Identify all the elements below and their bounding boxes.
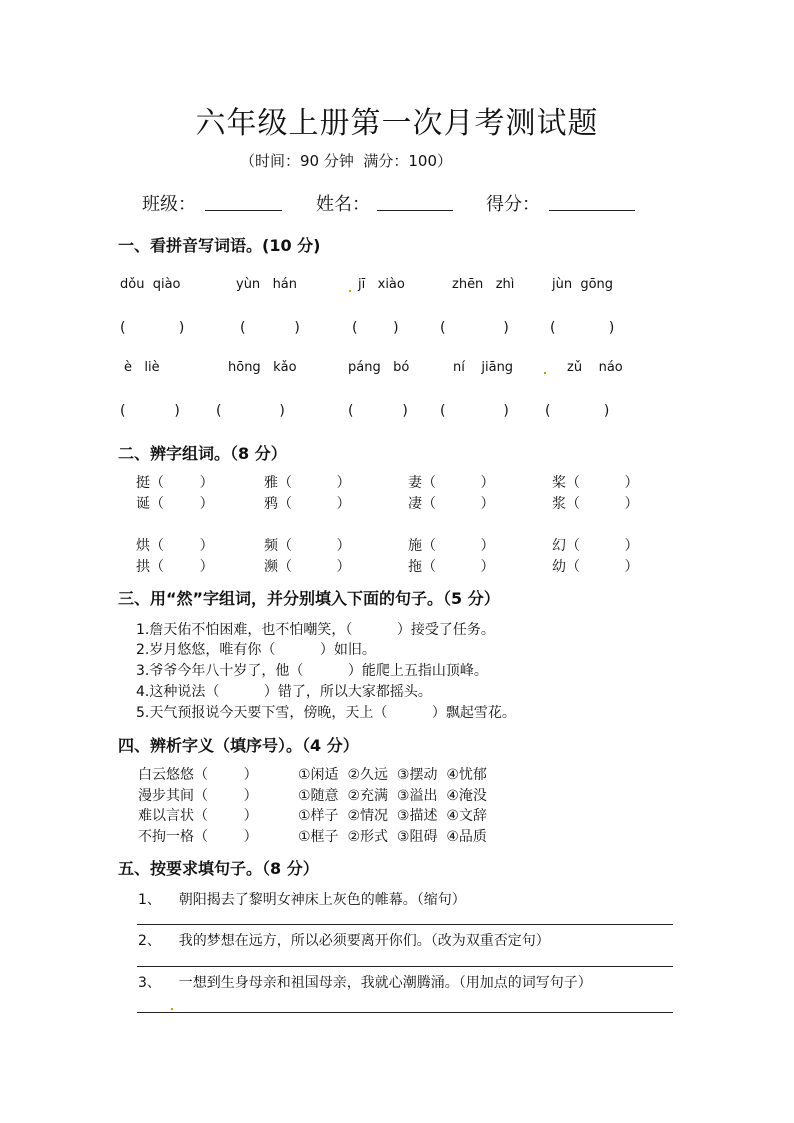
word-group-item: 雅（ ） [264,475,351,491]
word-group-item: 凄（ ） [408,496,495,512]
pinyin-item: dǒu qiào [120,277,181,292]
word-group-item: 诞（ ） [136,496,214,512]
section3-heading: 三、用“然”字组词，并分别填入下面的句子。（5 分） [118,589,500,608]
pinyin-item: yùn hán [236,277,298,292]
answer-blank[interactable]: ( ) [348,403,408,419]
word-group-item: 妻（ ） [408,475,495,491]
answer-blank[interactable]: ( ) [216,403,285,419]
word-group-item: 烘（ ） [136,538,214,554]
score-label: 得分： [486,194,540,215]
word-group-item: 挺（ ） [136,475,214,491]
answer-blank[interactable]: ( ) [440,403,509,419]
exam-info: （时间：90 分钟 满分：100） [240,152,453,170]
answer-blank[interactable]: ( ) [120,320,185,336]
fill-sentence: 2.岁月悠悠，唯有你（ ）如旧。 [136,642,376,658]
answer-line[interactable] [137,1012,673,1013]
answer-blank[interactable]: ( ) [240,320,300,336]
meaning-options: ①闲适 ②久远 ③摆动 ④忧郁 [298,767,487,783]
word-meaning-item: 白云悠悠（ ） [138,767,258,783]
pinyin-item: zhēn zhì [452,277,515,292]
word-group-item: 频（ ） [264,538,351,554]
pinyin-item: ní jiāng [453,360,514,375]
pinyin-item: è liè [124,360,160,375]
word-group-item: 桨（ ） [552,475,639,491]
word-group-item: 幻（ ） [552,538,639,554]
meaning-options: ①样子 ②情况 ③描述 ④文辞 [298,808,487,824]
answer-blank[interactable]: ( ) [545,403,610,419]
word-group-item: 幼（ ） [552,559,639,575]
word-meaning-item: 漫步其间（ ） [138,788,258,804]
section4-heading: 四、辨析字义（填序号）。（4 分） [118,736,359,755]
word-meaning-item: 难以言状（ ） [138,808,258,824]
pinyin-item: jùn gōng [552,277,614,292]
name-blank[interactable] [377,210,453,211]
pinyin-item: páng bó [348,360,410,375]
fill-sentence: 1.詹天佑不怕困难，也不怕嘲笑，（ ）接受了任务。 [136,622,495,638]
answer-blank[interactable]: ( ) [120,403,180,419]
meaning-options: ①随意 ②充满 ③溢出 ④淹没 [298,788,487,804]
sentence-task: 1、 朝阳揭去了黎明女神床上灰色的帷幕。（缩句） [138,892,466,908]
sentence-task: 3、 一想到生身母亲和祖国母亲，我就心潮腾涌。（用加点的词写句子） [138,975,592,991]
mark-dot [349,290,351,292]
pinyin-item: zǔ náo [567,360,623,375]
word-group-item: 鸦（ ） [264,496,351,512]
fill-sentence: 4.这种说法（ ）错了，所以大家都摇头。 [136,684,432,700]
meaning-options: ①框子 ②形式 ③阻碍 ④品质 [298,829,487,845]
section5-heading: 五、按要求填句子。（8 分） [118,859,319,878]
word-group-item: 施（ ） [408,538,495,554]
word-group-item: 拖（ ） [408,559,495,575]
name-label: 姓名： [316,194,370,215]
word-meaning-item: 不拘一格（ ） [138,829,258,845]
mark-dot [171,1008,173,1010]
fill-sentence: 5.天气预报说今天要下雪，傍晚，天上（ ）飘起雪花。 [136,705,516,721]
class-blank[interactable] [205,210,282,211]
answer-blank[interactable]: ( ) [550,320,615,336]
class-label: 班级： [142,194,196,215]
section1-heading: 一、看拼音写词语。(10 分) [118,236,321,255]
sentence-task: 2、 我的梦想在远方，所以必须要离开你们。（改为双重否定句） [138,933,550,949]
pinyin-item: jī xiào [358,277,405,292]
pinyin-item: hōng kǎo [228,360,297,375]
word-group-item: 浆（ ） [552,496,639,512]
score-blank[interactable] [549,210,635,211]
mark-dot [544,372,546,374]
word-group-item: 濒（ ） [264,559,351,575]
answer-line[interactable] [137,966,673,967]
section2-heading: 二、辨字组词。（8 分） [118,444,287,463]
answer-blank[interactable]: ( ) [440,320,509,336]
page-title: 六年级上册第一次月考测试题 [195,106,599,141]
fill-sentence: 3.爷爷今年八十岁了，他（ ）能爬上五指山顶峰。 [136,663,488,679]
answer-blank[interactable]: ( ) [352,320,399,336]
answer-line[interactable] [137,924,673,925]
word-group-item: 拱（ ） [136,559,214,575]
